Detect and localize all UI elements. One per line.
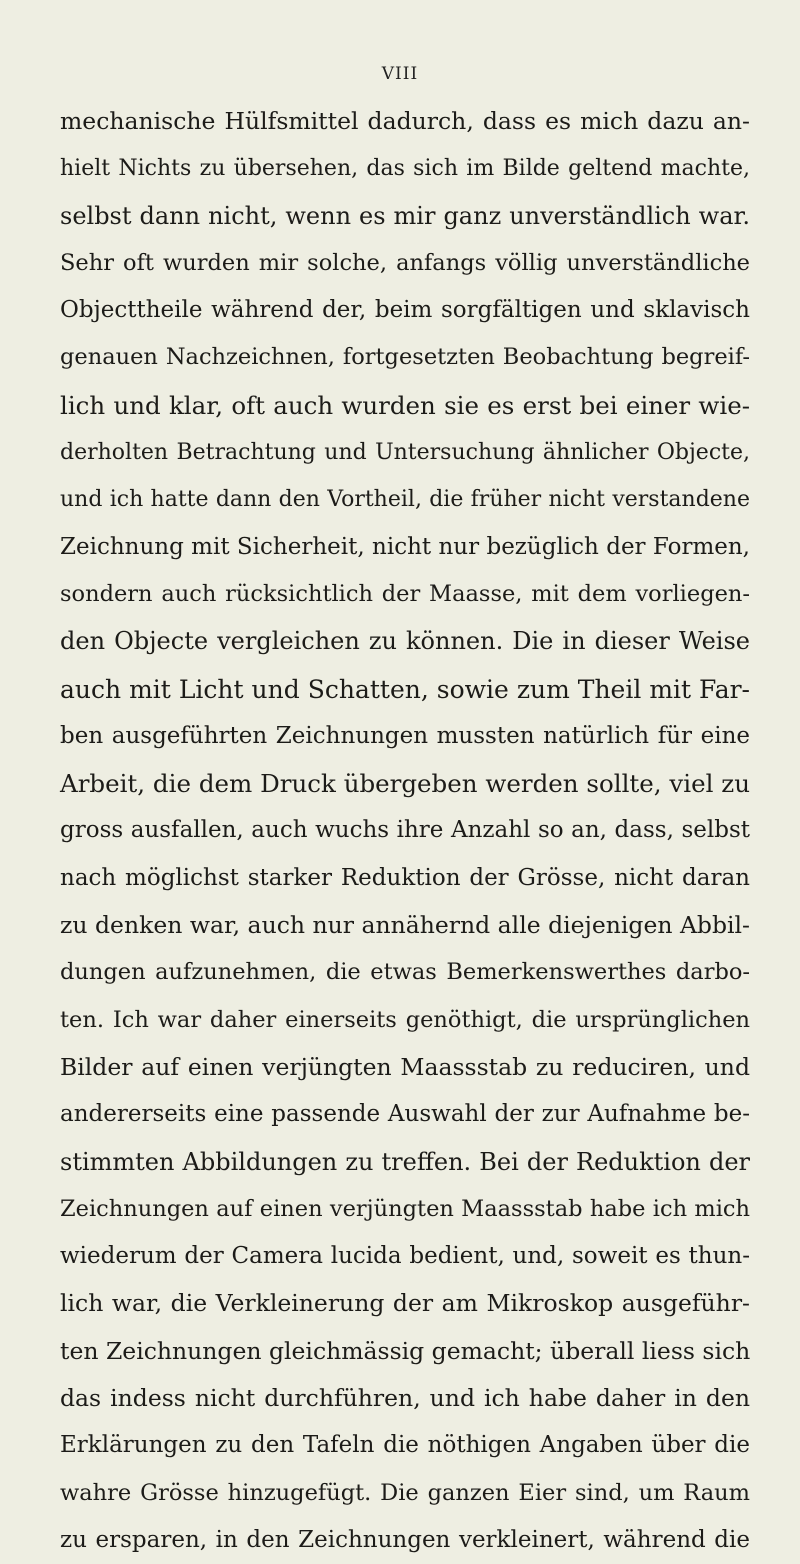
- page-number: VIII: [381, 64, 419, 84]
- text-line: derholten Betrachtung und Untersuchung ähnlicher Objecte,: [60, 440, 750, 466]
- text-line: den Objecte vergleichen zu können. Die in dieser Weise: [60, 627, 750, 656]
- text-line: ten. Ich war daher einerseits genöthigt, die ursprünglichen: [60, 1006, 750, 1033]
- text-line: lich war, die Verkleinerung der am Mikroskop ausgeführ-: [60, 1289, 750, 1318]
- body-text: [60, 98, 750, 1564]
- text-line: auch mit Licht und Schatten, sowie zum Theil mit Far-: [60, 674, 750, 704]
- text-line: Objecttheile während der, beim sorgfältigen und sklavisch: [60, 297, 750, 324]
- text-line: ben ausgeführten Zeichnungen mussten natürlich für eine: [60, 722, 750, 749]
- text-line: wahre Grösse hinzugefügt. Die ganzen Eier sind, um Raum: [60, 1479, 750, 1506]
- text-line: selbst dann nicht, wenn es mir ganz unverständlich war.: [60, 201, 750, 230]
- text-line: wiederum der Camera lucida bedient, und, soweit es thun-: [60, 1243, 750, 1270]
- text-line: gross ausfallen, auch wuchs ihre Anzahl so an, dass, selbst: [60, 817, 750, 844]
- text-line: ten Zeichnungen gleichmässig gemacht; überall liess sich: [60, 1336, 751, 1365]
- text-line: Bilder auf einen verjüngten Maassstab zu reduciren, und: [60, 1052, 750, 1081]
- text-line: genauen Nachzeichnen, fortgesetzten Beobachtung begreif-: [60, 344, 750, 371]
- text-line: hielt Nichts zu übersehen, das sich im Bilde geltend machte,: [60, 156, 750, 182]
- text-line: und ich hatte dann den Vortheil, die früher nicht verstandene: [60, 487, 750, 513]
- text-line: zu ersparen, in den Zeichnungen verkleinert, während die: [60, 1526, 750, 1553]
- text-line: sondern auch rücksichtlich der Maasse, mit dem vorliegen-: [60, 580, 750, 607]
- text-line: dungen aufzunehmen, die etwas Bemerkenswerthes darbo-: [60, 959, 750, 986]
- text-line: das indess nicht durchführen, und ich habe daher in den: [60, 1384, 750, 1413]
- text-line: stimmten Abbildungen zu treffen. Bei der Reduktion der: [60, 1147, 750, 1176]
- text-line: Zeichnungen auf einen verjüngten Maassstab habe ich mich: [60, 1195, 750, 1222]
- text-line: mechanische Hülfsmittel dadurch, dass es mich dazu an-: [60, 107, 750, 135]
- text-line: lich und klar, oft auch wurden sie es erst bei einer wie-: [60, 390, 750, 420]
- text-line: Erklärungen zu den Tafeln die nöthigen Angaben über die: [60, 1432, 750, 1459]
- text-line: zu denken war, auch nur annähernd alle diejenigen Abbil-: [60, 911, 750, 940]
- text-line: Zeichnung mit Sicherheit, nicht nur bezüglich der Formen,: [60, 533, 750, 560]
- text-line: andererseits eine passende Auswahl der zur Aufnahme be-: [60, 1101, 750, 1128]
- text-line: Arbeit, die dem Druck übergeben werden sollte, viel zu: [60, 769, 750, 799]
- text-line: Sehr oft wurden mir solche, anfangs völlig unverständliche: [60, 249, 750, 276]
- text-line: nach möglichst starker Reduktion der Grösse, nicht daran: [60, 864, 750, 891]
